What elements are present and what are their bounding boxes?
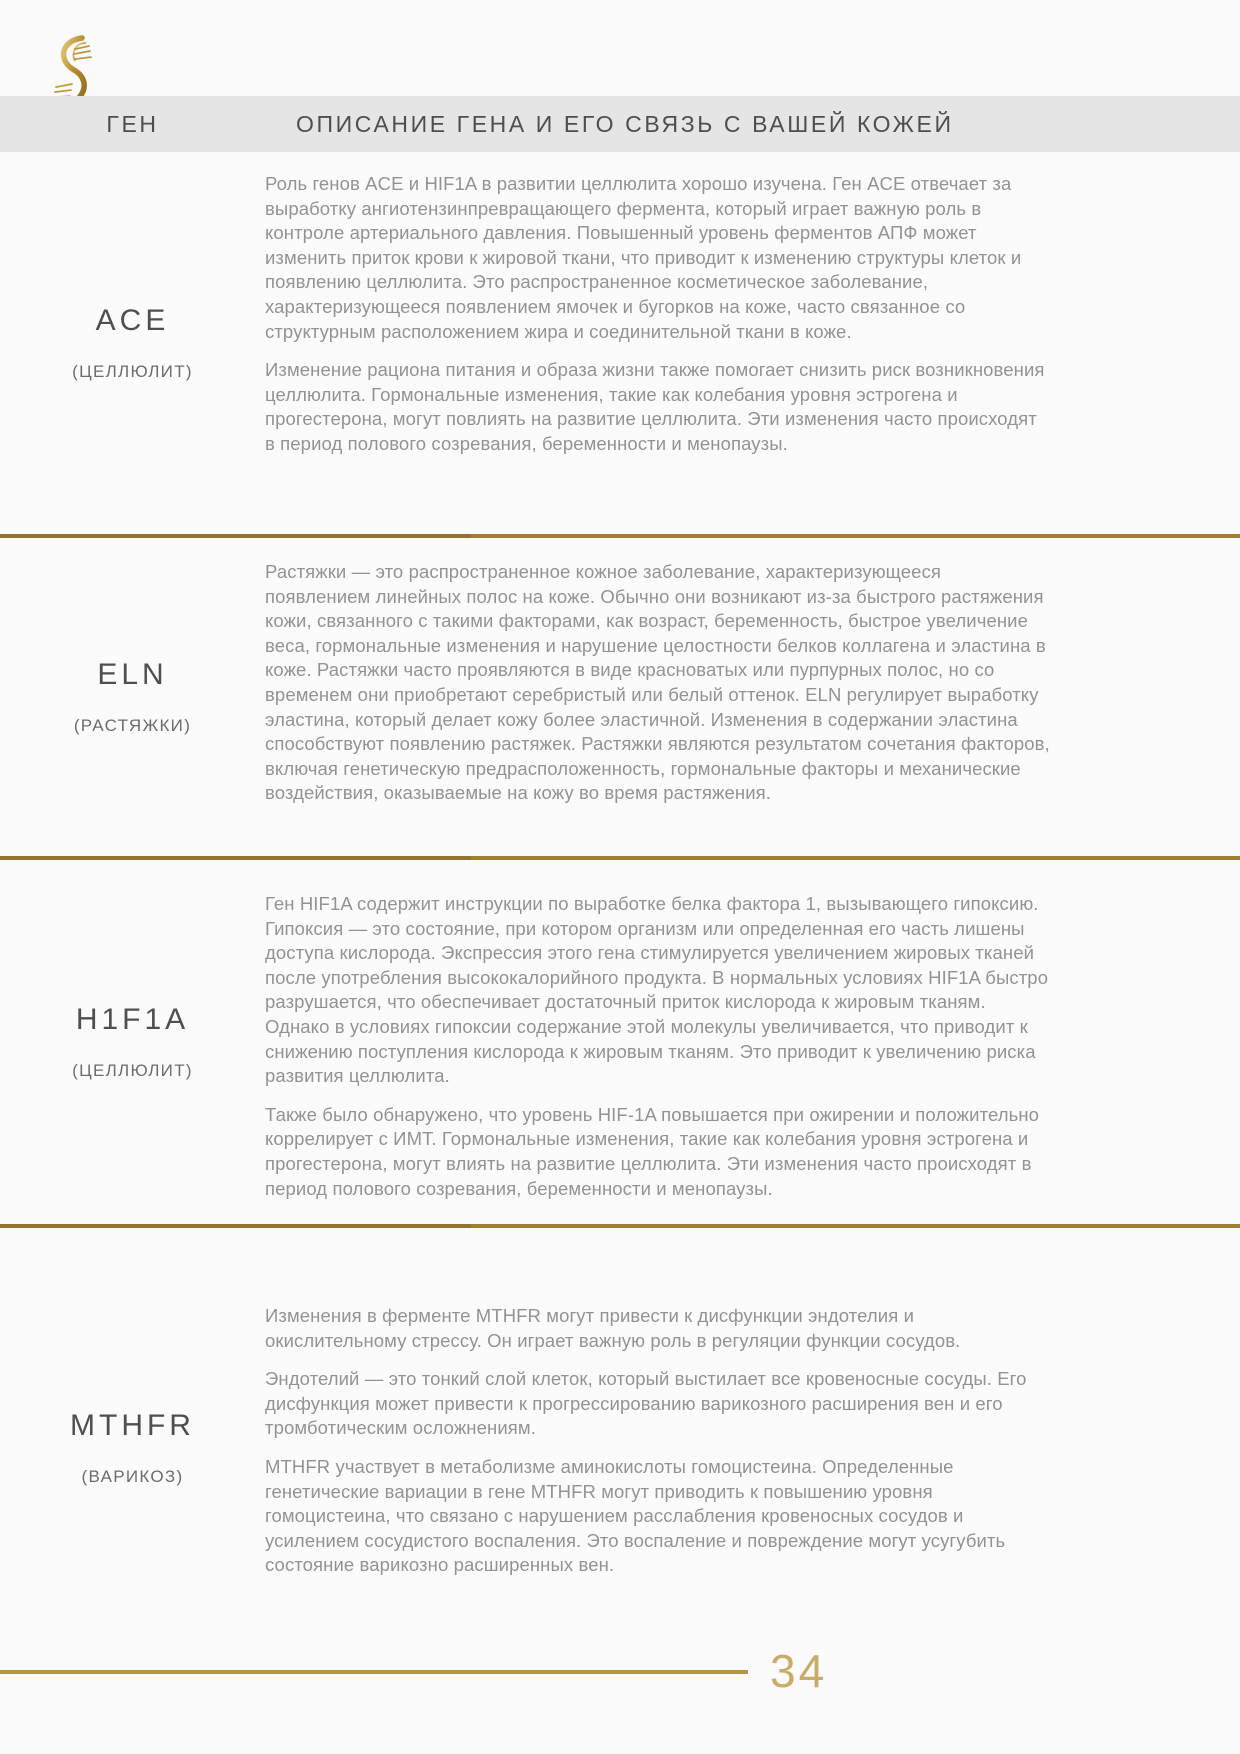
gene-row-mthfr — [0, 1228, 1240, 1668]
description-paragraph: Изменения в ферменте MTHFR могут привести к дисфункции эндотелия и окислительному стрессу. Он играет важную роль в регуляции функции сосудов. — [265, 1305, 961, 1351]
description-column-header: ОПИСАНИЕ ГЕНА И ЕГО СВЯЗЬ С ВАШЕЙ КОЖЕЙ — [296, 110, 954, 137]
gene-name: MTHFR — [70, 1409, 195, 1442]
description-paragraph: MTHFR участвует в метаболизме аминокислоты гомоцистеина. Определенные генетические вариации в гене MTHFR могут приводить к повышению уровня гомоцистеина, что связано с нарушением расслабления кровеносных сосудов и усилением сосудистого воспаления. Это воспаление и повреждение могут усугубить состояние варикозно расширенных вен. — [265, 1455, 1006, 1576]
gene-description — [265, 860, 1050, 1224]
gene-trait: (РАСТЯЖКИ) — [73, 716, 192, 735]
gene-row-h1f1a — [0, 860, 1240, 1224]
gene-table-body — [0, 152, 1240, 1668]
description-paragraph: Растяжки — это распространенное кожное заболевание, характеризующееся появлением линейных полос на коже. Обычно они возникают из-за быстрого растяжения кожи, связанного с такими факторами, как возраст, беременность, быстрое увеличение веса, гормональные изменения и нарушение целостности белков коллагена и эластина в коже. Растяжки часто проявляются в виде красноватых или пурпурных полос, но со временем они приобретают серебристый или белый оттенок. ELN регулирует выработку эластина, который делает кожу более эластичной. Изменения в содержании эластина способствуют появлению растяжек. Растяжки являются результатом сочетания факторов, включая генетическую предрасположенность, гормональные факторы и механические воздействия, оказываемые на кожу во время растяжения. — [265, 561, 1050, 804]
gene-name: ELN — [97, 658, 168, 691]
gene-description — [265, 538, 1050, 856]
gene-description — [265, 152, 1050, 534]
gene-cell — [0, 1228, 265, 1668]
gene-name: ACE — [95, 304, 170, 337]
gene-cell — [0, 538, 265, 856]
gene-trait: (ЦЕЛЛЮЛИТ) — [72, 1061, 193, 1080]
description-paragraph: Изменение рациона питания и образа жизни также помогает снизить риск возникновения целлюлита. Гормональные изменения, такие как колебания уровня эстрогена и прогестерона, могут повлиять на развитие целлюлита. Эти изменения часто происходят в период полового созревания, беременности и менопаузы. — [265, 359, 1045, 454]
description-paragraph: Эндотелий — это тонкий слой клеток, который выстилает все кровеносные сосуды. Его дисфункция может привести к прогрессированию варикозного расширения вен и его тромботическим осложнениям. — [265, 1368, 1027, 1439]
gene-cell — [0, 860, 265, 1224]
gene-trait: (ЦЕЛЛЮЛИТ) — [72, 362, 193, 381]
footer-gold-rule — [0, 1670, 748, 1674]
gene-row-ace — [0, 152, 1240, 534]
gene-description — [265, 1228, 1050, 1668]
description-paragraph: Ген HIF1A содержит инструкции по выработке белка фактора 1, вызывающего гипоксию. Гипоксия — это состояние, при котором организм или определенная его часть лишены доступа кислорода. Экспрессия этого гена стимулируется увеличением жировых тканей после употребления высококалорийного продукта. В нормальных условиях HIF1A быстро разрушается, что обеспечивает достаточный приток кислорода к жировым тканям. Однако в условиях гипоксии содержание этой молекулы увеличивается, что приводит к снижению поступления кислорода к жировым тканям. Это приводит к увеличению риска развития целлюлита. — [265, 893, 1049, 1087]
gene-column-header: ГЕН — [106, 110, 159, 137]
description-paragraph: Роль генов ACE и HIF1A в развитии целлюлита хорошо изучена. Ген ACE отвечает за выработку ангиотензинпревращающего фермента, который играет важную роль в контроле артериального давления. Повышенный уровень ферментов АПФ может изменить приток крови к жировой ткани, что приводит к изменению структуры клеток и появлению целлюлита. Это распространенное косметическое заболевание, характеризующееся появлением ямочек и бугорков на коже, часто связанное со структурным расположением жира и соединительной ткани в коже. — [265, 173, 1022, 342]
gene-cell — [0, 152, 265, 534]
gene-trait: (ВАРИКОЗ) — [81, 1467, 184, 1486]
gene-row-eln — [0, 538, 1240, 856]
gene-name: H1F1A — [75, 1003, 190, 1036]
description-paragraph: Также было обнаружено, что уровень HIF-1A повышается при ожирении и положительно коррелирует с ИМТ. Гормональные изменения, такие как колебания уровня эстрогена и прогестерона, могут влиять на развитие целлюлита. Эти изменения часто происходят в период полового созревания, беременности и менопаузы. — [265, 1103, 1040, 1199]
table-header — [0, 96, 1240, 152]
page-number: 34 — [770, 1645, 828, 1697]
